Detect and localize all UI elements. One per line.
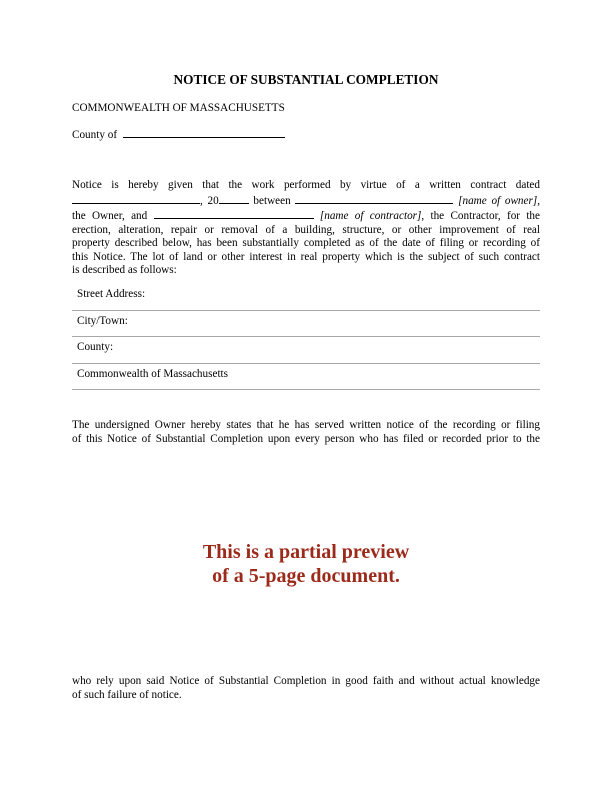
- notice-line-3: the Owner, and [name of contractor], the Contractor, for the: [72, 210, 540, 222]
- street-address-label: Street Address:: [77, 288, 146, 300]
- county-line: [72, 127, 285, 141]
- city-town-label: City/Town:: [77, 314, 128, 327]
- property-row-commonwealth: [72, 364, 540, 391]
- partial-preview-notice: [0, 540, 612, 588]
- owner-name-blank: [295, 193, 453, 204]
- closing-line-1: who rely upon said Notice of Substantial Completion in good faith and without actual knowledge: [72, 675, 540, 687]
- notice-line-5: property described below, has been substantially completed as of the date of filing or recording of: [72, 237, 540, 249]
- closing-paragraph: [72, 675, 540, 702]
- year-blank: [219, 193, 249, 204]
- contractor-name-hint: [name of contractor]: [319, 210, 422, 222]
- closing-line-2: of such failure of notice.: [72, 688, 182, 701]
- property-table: [72, 284, 540, 390]
- owner-line-2: of this Notice of Substantial Completion upon every person who has filed or recorded prior to the: [72, 432, 540, 445]
- contractor-name-blank: [154, 208, 314, 219]
- notice-line-4: erection, alteration, repair or removal of a building, structure, or other improvement of real: [72, 223, 540, 236]
- preview-line-1: This is a partial preview: [202, 541, 410, 563]
- notice-line-6: this Notice. The lot of land or other interest in real property which is the subject of such contract: [72, 250, 540, 263]
- owner-line-1: The undersigned Owner hereby states that he has served written notice of the recording or filing: [72, 419, 540, 431]
- county-label: County of: [72, 129, 118, 141]
- notice-paragraph: [72, 179, 540, 278]
- notice-line-7: is described as follows:: [72, 264, 177, 276]
- property-row-county: [72, 337, 540, 364]
- property-row-city: [72, 311, 540, 338]
- notice-line-2: , 20 between [name of owner],: [72, 193, 540, 209]
- commonwealth-label: Commonwealth of Massachusetts: [77, 367, 229, 380]
- property-row-street: [72, 284, 540, 311]
- document-title: NOTICE OF SUBSTANTIAL COMPLETION: [173, 72, 439, 87]
- notice-line-1: Notice is hereby given that the work performed by virtue of a written contract dated: [72, 179, 540, 191]
- owner-name-hint: [name of owner]: [458, 194, 538, 207]
- county-field-label: County:: [77, 341, 114, 353]
- preview-line-2: of a 5-page document.: [212, 565, 400, 587]
- contract-date-blank: [72, 193, 200, 204]
- county-blank: [123, 127, 285, 138]
- owner-paragraph: [72, 419, 540, 446]
- jurisdiction-heading: COMMONWEALTH OF MASSACHUSETTS: [72, 102, 285, 114]
